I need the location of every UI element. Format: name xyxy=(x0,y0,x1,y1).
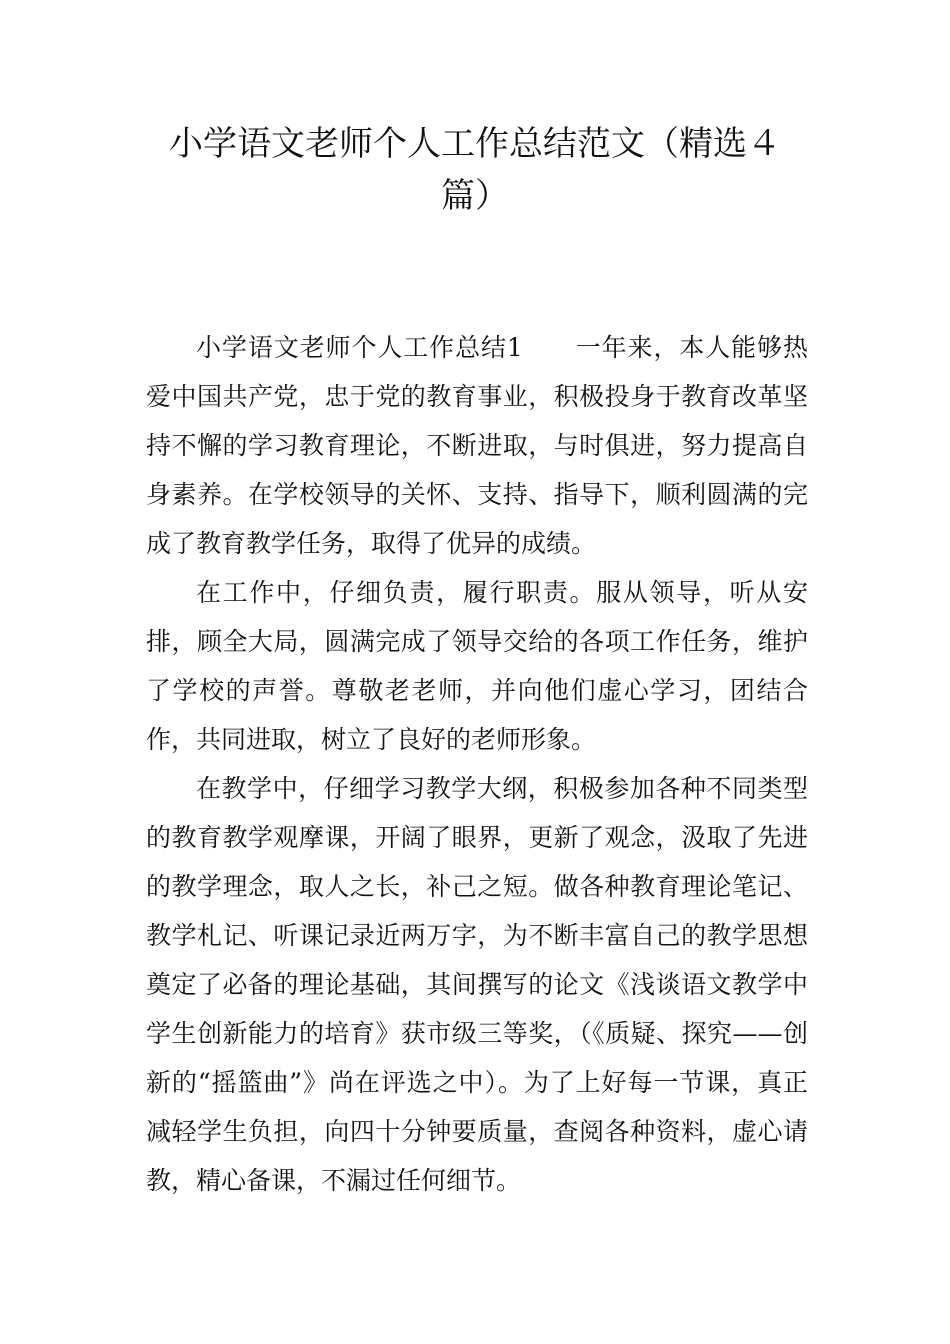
paragraph-2: 在工作中，仔细负责，履行职责。服从领导，听从安排，顾全大局，圆满完成了领导交给的各项工作任务，维护了学校的声誉。尊敬老老师，并向他们虚心学习，团结合作，共同进取，树立了良好的老师形象。 xyxy=(146,578,808,754)
paragraph-1 xyxy=(146,323,808,568)
document-body xyxy=(146,323,808,1205)
paragraph-1-text: 一年来，本人能够热爱中国共产党，忠于党的教育事业，积极投身于教育改革坚持不懈的学习教育理论，不断进取，与时俱进，努力提高自身素养。在学校领导的关怀、支持、指导下，顺利圆满的完成了教育教学任务，取得了优异的成绩。 xyxy=(146,333,808,558)
document-title xyxy=(150,118,800,222)
paragraph-3: 在教学中，仔细学习教学大纲，积极参加各种不同类型的教育教学观摩课，开阔了眼界，更新了观念，汲取了先进的教学理念，取人之长，补己之短。做各种教育理论笔记、教学札记、听课记录近两万字，为不断丰富自己的教学思想奠定了必备的理论基础，其间撰写的论文《浅谈语文教学中学生创新能力的培育》获市级三等奖，（《质疑、探究——创新的“摇篮曲”》尚在评选之中）。为了上好每一节课，真正减轻学生负担，向四十分钟要质量，查阅各种资料，虚心请教，精心备课，不漏过任何细节。 xyxy=(146,774,808,1195)
section-heading: 小学语文老师个人工作总结1 xyxy=(196,333,523,362)
title-line-1: 小学语文老师个人工作总结范文（精选４ xyxy=(169,124,781,164)
title-line-2: 篇） xyxy=(441,176,509,216)
